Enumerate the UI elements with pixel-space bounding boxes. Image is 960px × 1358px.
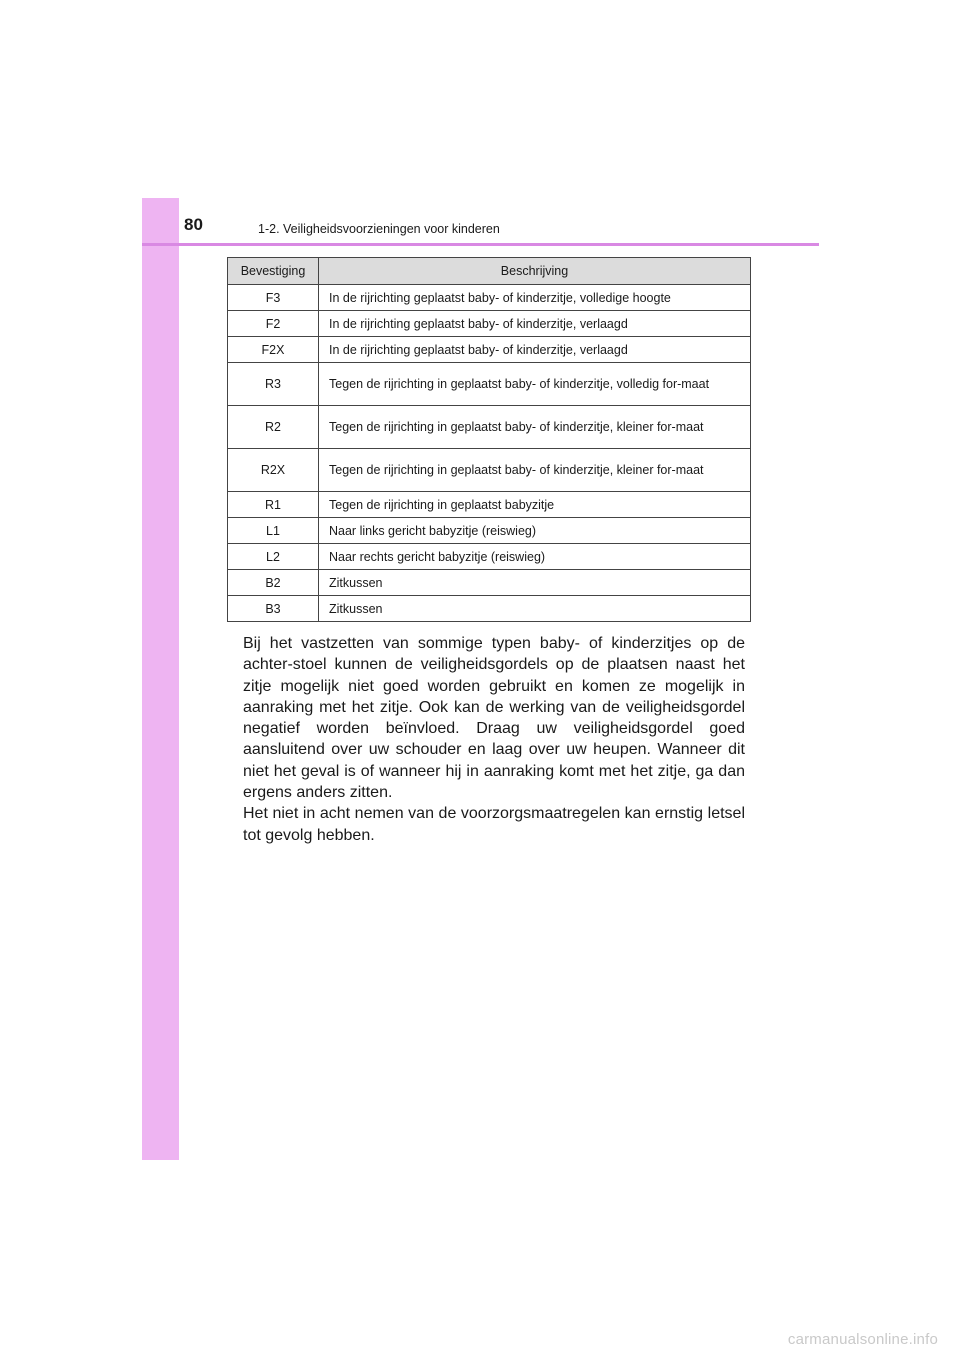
row-description: Naar links gericht babyzitje (reiswieg) — [319, 518, 751, 544]
body-paragraph: Bij het vastzetten van sommige typen baby- of kinderzitjes op de achter-stoel kunnen de veiligheidsgordels op de plaatsen naast het zitje mogelijk niet goed worden gebruikt en komen ze mogelijk in aanraking met het zitje. Ook kan de werking van de veiligheidsgordel negatief worden beïnvloed. Draag uw veiligheidsgordel goed aansluitend over uw schouder en laag over uw heupen. Wanneer dit niet het geval is of wanneer hij in aanraking komt met het zitje, ga dan ergens anders zitten. — [243, 635, 745, 802]
section-title: 1-2. Veiligheidsvoorzieningen voor kinderen — [258, 222, 500, 236]
row-code: B3 — [228, 596, 319, 622]
header-divider — [142, 243, 819, 246]
row-code: F2 — [228, 311, 319, 337]
row-description: In de rijrichting geplaatst baby- of kinderzitje, verlaagd — [319, 311, 751, 337]
site-watermark: carmanualsonline.info — [787, 1331, 938, 1348]
body-paragraph: Het niet in acht nemen van de voorzorgsmaatregelen kan ernstig letsel tot gevolg hebben. — [243, 805, 745, 844]
row-code: L2 — [228, 544, 319, 570]
chapter-side-band — [142, 198, 179, 1160]
row-description: Tegen de rijrichting in geplaatst babyzitje — [319, 492, 751, 518]
column-header-bevestiging: Bevestiging — [228, 258, 319, 285]
row-description: Tegen de rijrichting in geplaatst baby- of kinderzitje, kleiner for-maat — [319, 449, 751, 492]
table-row — [228, 337, 751, 363]
table-header-row — [228, 258, 751, 285]
table-row — [228, 449, 751, 492]
table-row — [228, 406, 751, 449]
table-row — [228, 311, 751, 337]
table-row — [228, 570, 751, 596]
row-description: Zitkussen — [319, 596, 751, 622]
row-code: R2 — [228, 406, 319, 449]
table-row — [228, 363, 751, 406]
table-row — [228, 518, 751, 544]
installation-table — [227, 257, 751, 622]
table-row — [228, 596, 751, 622]
row-code: R2X — [228, 449, 319, 492]
row-code: F3 — [228, 285, 319, 311]
row-description: Zitkussen — [319, 570, 751, 596]
row-code: L1 — [228, 518, 319, 544]
page-number: 80 — [184, 215, 203, 234]
warning-body-text — [243, 633, 745, 846]
row-code: F2X — [228, 337, 319, 363]
table-row — [228, 492, 751, 518]
row-code: R1 — [228, 492, 319, 518]
row-code: B2 — [228, 570, 319, 596]
row-description: Tegen de rijrichting in geplaatst baby- of kinderzitje, volledig for-maat — [319, 363, 751, 406]
column-header-beschrijving: Beschrijving — [319, 258, 751, 285]
row-code: R3 — [228, 363, 319, 406]
table-row — [228, 544, 751, 570]
table-row — [228, 285, 751, 311]
row-description: In de rijrichting geplaatst baby- of kinderzitje, verlaagd — [319, 337, 751, 363]
row-description: Naar rechts gericht babyzitje (reiswieg) — [319, 544, 751, 570]
row-description: Tegen de rijrichting in geplaatst baby- of kinderzitje, kleiner for-maat — [319, 406, 751, 449]
row-description: In de rijrichting geplaatst baby- of kinderzitje, volledige hoogte — [319, 285, 751, 311]
